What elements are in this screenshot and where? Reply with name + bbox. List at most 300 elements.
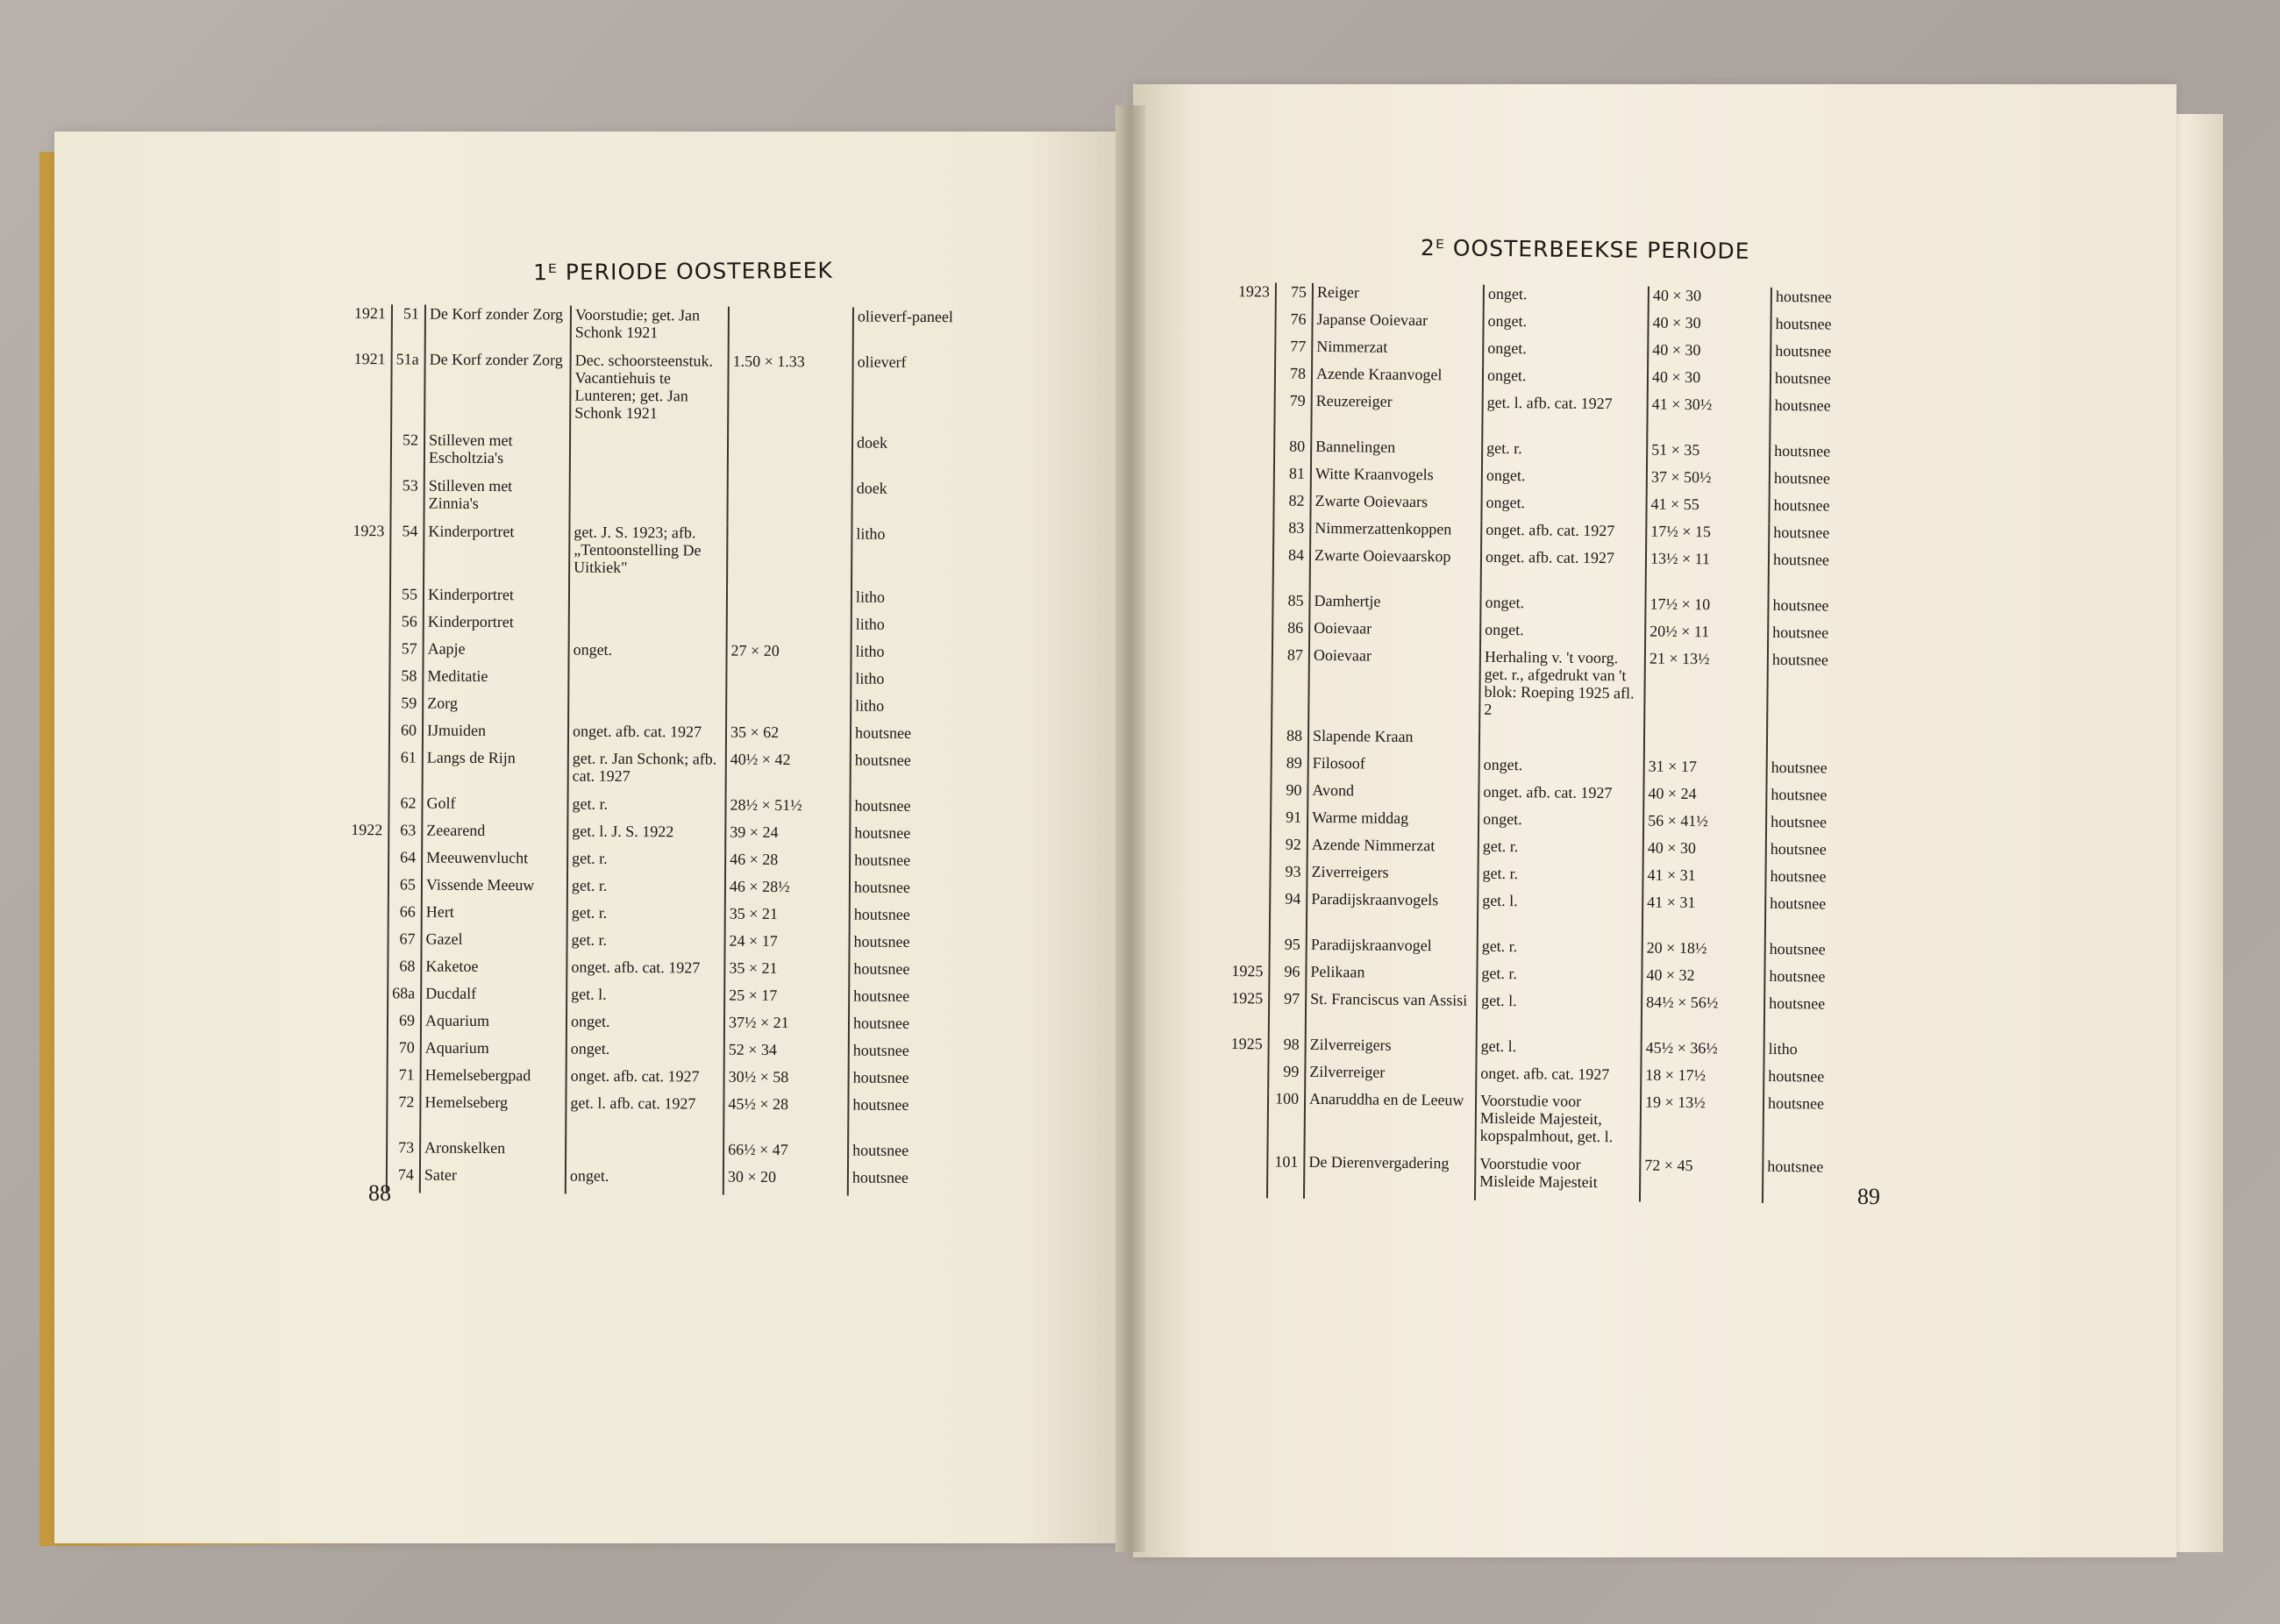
cell-medium: houtsnee <box>1771 342 1902 370</box>
cell-note: onget. afb. cat. 1927 <box>568 723 726 751</box>
cell-title: Japanse Ooievaar <box>1312 310 1483 339</box>
cell-size <box>726 669 851 697</box>
cell-title: Meditatie <box>423 667 568 695</box>
cell-no: 92 <box>1271 835 1307 862</box>
book-gutter <box>1115 105 1145 1552</box>
cell-title: IJmuiden <box>423 722 568 750</box>
cell-medium: houtsnee <box>1770 442 1901 470</box>
cell-medium: doek <box>852 434 984 481</box>
cell-year <box>1230 391 1274 437</box>
cell-medium: litho <box>851 588 983 616</box>
cell-note: get. l. afb. cat. 1927 <box>566 1094 723 1141</box>
cell-year <box>342 984 388 1011</box>
cell-medium: houtsnee <box>1763 1094 1895 1158</box>
cell-no: 76 <box>1275 310 1312 337</box>
cell-note: onget. <box>566 1013 724 1041</box>
cell-title: Zorg <box>423 694 568 723</box>
cell-medium: houtsnee <box>1763 1157 1894 1204</box>
cell-size: 30½ × 58 <box>724 1068 849 1096</box>
cell-medium: houtsnee <box>1764 994 1896 1041</box>
cell-title: Damhertje <box>1309 592 1480 621</box>
cell-title: Kinderportret <box>424 586 569 614</box>
cell-no: 67 <box>388 930 421 957</box>
cell-no: 80 <box>1274 437 1311 464</box>
cell-title: Zilverreigers <box>1305 1036 1476 1065</box>
cell-size: 40 × 30 <box>1643 839 1766 867</box>
cell-note: onget. <box>568 641 726 669</box>
cell-title: Stilleven met Zinnia's <box>424 477 569 524</box>
table-row <box>341 1165 980 1196</box>
cell-note: onget. afb. cat. 1927 <box>566 1067 724 1095</box>
cell-note: get. r. <box>566 931 724 959</box>
cell-no: 101 <box>1267 1152 1304 1198</box>
cell-note: get. l. J. S. 1922 <box>567 823 725 851</box>
cell-year <box>1228 726 1272 753</box>
cell-note <box>569 587 727 615</box>
cell-title: Avond <box>1307 781 1478 810</box>
cell-medium: litho <box>1763 1040 1895 1068</box>
cell-year <box>1229 518 1273 545</box>
cell-title: Azende Kraanvogel <box>1312 365 1483 394</box>
cell-size <box>727 524 851 588</box>
cell-title: Ducdalf <box>421 985 566 1013</box>
cell-no: 60 <box>389 721 423 748</box>
cell-no: 99 <box>1268 1062 1305 1089</box>
cell-note: onget. <box>1480 621 1645 650</box>
cell-note: onget. afb. cat. 1927 <box>1478 783 1643 812</box>
cell-no: 91 <box>1271 808 1307 835</box>
cell-year <box>1228 645 1272 726</box>
cell-size <box>1644 730 1767 759</box>
cell-note: onget. afb. cat. 1927 <box>1481 548 1646 595</box>
cell-note <box>569 614 727 642</box>
cell-title: Slapende Kraan <box>1308 727 1479 756</box>
cell-note: onget. <box>1482 467 1647 495</box>
cell-note: onget. <box>566 1167 723 1195</box>
cell-title: Bannelingen <box>1311 438 1482 467</box>
cell-year <box>1229 591 1272 618</box>
cell-year <box>342 1038 388 1065</box>
cell-size: 40½ × 42 <box>726 751 851 797</box>
cell-medium: houtsnee <box>849 1042 980 1070</box>
cell-size: 41 × 30½ <box>1647 395 1770 442</box>
cell-no: 69 <box>388 1011 421 1038</box>
cell-no: 77 <box>1275 337 1312 364</box>
cell-year: 1923 <box>1237 282 1270 301</box>
cell-note <box>1479 729 1644 758</box>
cell-title: Hemelseberg <box>420 1093 566 1140</box>
cell-title: Paradijskraanvogels <box>1307 890 1478 937</box>
cell-title: Nimmerzat <box>1312 338 1483 367</box>
cell-title: Kinderportret <box>424 613 569 641</box>
cell-no: 90 <box>1271 780 1307 808</box>
table-row <box>1228 645 1899 732</box>
cell-no: 59 <box>389 694 423 721</box>
cell-size: 41 × 31 <box>1642 894 1765 940</box>
cell-no: 64 <box>388 848 422 875</box>
table-row <box>1223 1089 1895 1158</box>
cell-year <box>342 930 388 957</box>
cell-no: 56 <box>390 612 424 639</box>
cell-title: Aapje <box>423 640 568 668</box>
cell-no: 54 <box>390 522 424 585</box>
cell-note: get. r. Jan Schonk; afb. cat. 1927 <box>568 750 726 796</box>
cell-size: 31 × 17 <box>1644 758 1767 786</box>
table-row <box>342 1038 980 1069</box>
right-page-number: 89 <box>1857 1184 1880 1209</box>
cell-no: 88 <box>1272 726 1308 753</box>
cell-year <box>1230 464 1274 491</box>
cell-year <box>343 848 388 875</box>
cell-medium: olieverf <box>852 353 985 435</box>
cell-note: get. l. <box>1476 1037 1641 1066</box>
cell-size: 41 × 31 <box>1642 866 1765 894</box>
cell-note: get. r. <box>1478 837 1643 866</box>
cell-year <box>1223 1089 1268 1152</box>
cell-note: onget. afb. cat. 1927 <box>1481 521 1646 550</box>
right-catalog-table <box>1223 282 1903 1204</box>
cell-note: get. r. <box>1482 439 1647 468</box>
cell-note: onget. <box>1478 810 1643 839</box>
cell-medium: houtsnee <box>1771 288 1903 316</box>
cell-medium: houtsnee <box>849 960 980 988</box>
cell-note: onget. <box>1479 756 1644 785</box>
table-row <box>341 1138 980 1169</box>
cell-no: 71 <box>388 1065 421 1093</box>
cell-year <box>342 1065 388 1093</box>
cell-no: 62 <box>388 794 422 821</box>
cell-year: 1923 <box>353 522 385 540</box>
cell-size: 37½ × 21 <box>724 1014 849 1042</box>
cell-title: Pelikaan <box>1306 963 1477 992</box>
cell-year <box>1229 618 1272 645</box>
table-row <box>343 902 981 933</box>
cell-title: Zeearend <box>422 822 567 850</box>
cell-year <box>343 875 388 902</box>
cell-medium: houtsnee <box>1768 623 1899 652</box>
cell-title: Vissende Meeuw <box>422 876 567 904</box>
cell-note: get. l. <box>566 986 724 1014</box>
cell-no: 73 <box>387 1138 420 1165</box>
cell-no: 100 <box>1267 1089 1305 1152</box>
cell-medium: houtsnee <box>850 797 981 825</box>
cell-medium: houtsnee <box>1771 315 1902 343</box>
cell-size: 40 × 30 <box>1649 287 1771 315</box>
cell-size: 35 × 21 <box>725 905 850 933</box>
cell-note: get. r. <box>1478 865 1642 894</box>
cell-title: Paradijskraanvogel <box>1307 936 1478 965</box>
cell-no: 85 <box>1272 591 1309 618</box>
cell-year <box>1229 545 1273 591</box>
cell-note: Dec. schoorsteenstuk. Vacantiehuis te Lunteren; get. Jan Schonk 1921 <box>570 352 729 433</box>
table-row <box>1226 889 1897 941</box>
cell-title: Aquarium <box>421 1039 566 1067</box>
cell-medium: litho <box>851 697 982 725</box>
table-row <box>344 639 982 670</box>
cell-size: 51 × 35 <box>1647 441 1770 469</box>
cell-note <box>568 695 726 723</box>
cell-year <box>1230 437 1274 464</box>
cell-no: 61 <box>389 748 423 794</box>
cell-no: 51a <box>391 350 425 431</box>
table-row <box>342 1065 980 1096</box>
cell-size: 28½ × 51½ <box>725 796 850 824</box>
cell-size: 13½ × 11 <box>1646 550 1769 596</box>
cell-title: Reuzereiger <box>1311 392 1482 439</box>
right-page-title: 2ᴱ OOSTERBEEKSE PERIODE <box>1420 235 1750 264</box>
cell-title: Azende Nimmerzat <box>1307 836 1478 865</box>
cell-medium: houtsnee <box>1766 786 1898 814</box>
cell-size: 1.50 × 1.33 <box>728 353 853 434</box>
cell-title: Nimmerzattenkoppen <box>1310 519 1481 548</box>
cell-medium: houtsnee <box>848 1069 980 1097</box>
cell-year <box>1223 1152 1267 1198</box>
cell-title: Ooievaar <box>1309 619 1480 648</box>
cell-no: 82 <box>1273 491 1310 518</box>
cell-size: 40 × 24 <box>1643 785 1766 813</box>
cell-note: Voorstudie voor Misleide Majesteit, kopspalmhout, get. l. <box>1475 1092 1641 1157</box>
cell-note <box>568 668 726 696</box>
cell-size: 19 × 13½ <box>1640 1093 1763 1157</box>
table-row <box>344 721 982 751</box>
cell-medium: litho <box>851 616 983 644</box>
cell-medium: doek <box>851 480 983 526</box>
cell-size: 35 × 62 <box>726 723 851 751</box>
table-row <box>341 1093 980 1142</box>
cell-year <box>345 612 390 639</box>
cell-year <box>1224 1062 1268 1089</box>
cell-size: 84½ × 56½ <box>1642 994 1764 1040</box>
cell-size <box>726 696 851 724</box>
cell-note: get. r. <box>1478 937 1642 966</box>
table-row <box>1230 391 1901 443</box>
cell-medium: houtsnee <box>1769 551 1900 597</box>
cell-size: 40 × 30 <box>1648 314 1771 342</box>
cell-year <box>342 957 388 984</box>
cell-medium: litho <box>851 525 983 589</box>
cell-medium: houtsnee <box>850 906 981 934</box>
cell-title: Witte Kraanvogels <box>1311 465 1482 494</box>
cell-no: 63 <box>388 821 422 848</box>
cell-note: get. r. <box>567 850 725 878</box>
cell-size <box>728 433 852 480</box>
cell-title: De Korf zonder Zorg <box>424 351 571 432</box>
cell-note: onget. <box>1483 339 1648 368</box>
cell-year <box>1231 337 1275 364</box>
table-row <box>343 875 981 906</box>
cell-medium: houtsnee <box>848 1096 980 1143</box>
cell-year <box>1227 780 1271 808</box>
cell-title: Filosoof <box>1308 754 1479 783</box>
cell-year: 1925 <box>1231 989 1264 1008</box>
cell-year <box>344 639 389 666</box>
cell-year <box>343 902 388 930</box>
cell-note: onget. <box>1483 312 1648 341</box>
table-row <box>1229 545 1900 597</box>
cell-size <box>729 307 853 353</box>
cell-note: get. l. <box>1478 892 1642 939</box>
cell-no: 68 <box>388 957 421 984</box>
left-page-title: 1ᴱ PERIODE OOSTERBEEK <box>532 257 833 286</box>
cell-size: 46 × 28 <box>725 851 850 879</box>
cell-title: De Korf zonder Zorg <box>425 305 571 352</box>
left-catalog-table <box>341 304 985 1196</box>
cell-medium: houtsnee <box>1763 1067 1895 1095</box>
cell-medium: litho <box>851 670 982 698</box>
cell-year <box>341 1138 387 1165</box>
cell-medium: houtsnee <box>1768 596 1899 624</box>
table-row <box>342 1011 980 1042</box>
cell-no: 84 <box>1273 545 1310 591</box>
cell-medium: houtsnee <box>849 987 980 1015</box>
cell-title: Warme middag <box>1307 808 1478 837</box>
cell-title: Stilleven met Escholtzia's <box>424 431 570 478</box>
cell-title: Zwarte Ooievaarskop <box>1310 546 1481 594</box>
cell-year: 1925 <box>1230 1035 1263 1053</box>
cell-no: 57 <box>389 639 423 666</box>
cell-medium: houtsnee <box>851 751 982 798</box>
cell-note: onget. <box>1484 285 1649 314</box>
cell-year <box>1228 753 1272 780</box>
cell-title: Zilverreiger <box>1305 1063 1476 1092</box>
table-row <box>344 694 982 724</box>
cell-note: get. l. afb. cat. 1927 <box>1482 394 1647 441</box>
cell-no: 78 <box>1275 364 1312 391</box>
cell-title: De Dierenvergadering <box>1304 1153 1475 1200</box>
cell-medium: houtsnee <box>1764 967 1896 995</box>
cell-size: 72 × 45 <box>1640 1157 1763 1203</box>
cell-size: 56 × 41½ <box>1643 812 1766 840</box>
cell-size: 41 × 55 <box>1646 495 1769 524</box>
cell-no: 96 <box>1269 962 1306 989</box>
table-row <box>346 350 985 434</box>
cell-note: Voorstudie; get. Jan Schonk 1921 <box>571 306 729 353</box>
cell-note: onget. <box>566 1040 724 1068</box>
cell-size: 30 × 20 <box>723 1168 848 1196</box>
cell-year <box>1229 491 1273 518</box>
cell-medium: houtsnee <box>848 1169 980 1197</box>
table-row <box>346 304 985 353</box>
cell-size: 25 × 17 <box>724 987 849 1015</box>
cell-no: 83 <box>1273 518 1310 545</box>
cell-note: get. r. <box>567 877 725 905</box>
cell-no: 51 <box>392 304 425 350</box>
cell-title: Ooievaar <box>1308 646 1480 729</box>
cell-medium <box>1767 731 1899 759</box>
cell-size: 18 × 17½ <box>1641 1066 1763 1094</box>
cell-year <box>1227 835 1271 862</box>
cell-no: 66 <box>388 902 422 930</box>
cell-year <box>1226 889 1270 935</box>
cell-size: 37 × 50½ <box>1647 468 1770 496</box>
cell-size: 21 × 13½ <box>1644 650 1768 731</box>
cell-note: Voorstudie voor Misleide Majesteit <box>1475 1155 1640 1202</box>
cell-title: Meeuwenvlucht <box>422 849 567 877</box>
cell-no: 72 <box>387 1093 420 1138</box>
cell-size: 17½ × 10 <box>1645 595 1768 623</box>
cell-medium: houtsnee <box>850 879 981 907</box>
cell-size: 20½ × 11 <box>1645 623 1768 651</box>
cell-year <box>342 1011 388 1038</box>
cell-title: Sater <box>420 1166 566 1194</box>
cell-size: 40 × 30 <box>1648 341 1771 369</box>
cell-medium: houtsnee <box>1770 469 1901 497</box>
cell-no: 79 <box>1274 391 1311 437</box>
cell-year <box>344 666 389 694</box>
cell-medium: houtsnee <box>849 933 980 961</box>
cell-year <box>1231 310 1275 337</box>
cell-size: 52 × 34 <box>724 1041 849 1069</box>
cell-no: 68a <box>388 984 421 1011</box>
cell-year: 1922 <box>351 821 383 839</box>
table-row <box>342 957 980 987</box>
cell-year <box>346 431 391 476</box>
cell-size: 17½ × 15 <box>1646 523 1769 551</box>
cell-year <box>344 694 389 721</box>
cell-medium: houtsnee <box>1769 496 1900 524</box>
cell-title: Kaketoe <box>421 958 566 986</box>
cell-title: Reiger <box>1313 283 1484 312</box>
cell-year <box>1226 862 1270 889</box>
cell-medium: houtsnee <box>1771 369 1902 397</box>
cell-medium: houtsnee <box>1766 840 1898 868</box>
cell-no: 98 <box>1268 1035 1305 1062</box>
cell-note <box>569 478 727 524</box>
cell-note: onget. <box>1480 594 1645 623</box>
cell-title: Golf <box>422 794 567 823</box>
cell-year <box>1231 364 1275 391</box>
cell-medium: houtsnee <box>850 851 981 880</box>
cell-no: 53 <box>390 476 424 522</box>
cell-no: 52 <box>391 431 424 476</box>
cell-size: 27 × 20 <box>726 642 851 670</box>
table-row <box>342 930 980 960</box>
cell-year: 1925 <box>1231 962 1264 980</box>
cell-medium: houtsnee <box>849 1015 980 1043</box>
cell-year <box>343 794 388 821</box>
cell-medium: houtsnee <box>850 824 981 852</box>
cell-medium: houtsnee <box>1767 759 1899 787</box>
cell-year <box>341 1093 387 1138</box>
cell-year <box>1226 935 1270 962</box>
cell-note: Herhaling v. 't voorg. get. r., afgedrukt van 't blok: Roeping 1925 afl. 2 <box>1479 648 1645 730</box>
cell-title: Zwarte Ooievaars <box>1310 492 1481 521</box>
cell-medium: houtsnee <box>1766 813 1898 841</box>
cell-year <box>1227 808 1271 835</box>
cell-note <box>570 432 728 479</box>
cell-size <box>727 588 851 616</box>
cell-title: Gazel <box>421 930 566 958</box>
cell-size: 46 × 28½ <box>725 878 850 906</box>
table-row <box>343 794 981 824</box>
cell-year <box>344 748 389 794</box>
cell-note: get. r. <box>567 795 725 823</box>
table-row <box>343 821 981 851</box>
table-row <box>345 612 983 643</box>
cell-medium: houtsnee <box>1767 651 1899 732</box>
cell-no: 94 <box>1270 889 1307 935</box>
cell-no: 75 <box>1276 282 1313 310</box>
cell-note: get. r. <box>1477 965 1642 994</box>
cell-size: 40 × 32 <box>1642 966 1764 994</box>
table-row <box>1223 1152 1894 1204</box>
cell-medium: olieverf-paneel <box>853 308 985 354</box>
cell-medium: houtsnee <box>1765 867 1897 895</box>
table-row <box>345 476 983 525</box>
cell-medium: houtsnee <box>1765 940 1897 968</box>
cell-medium: litho <box>851 643 982 671</box>
cell-title: Anaruddha en de Leeuw <box>1304 1090 1476 1155</box>
